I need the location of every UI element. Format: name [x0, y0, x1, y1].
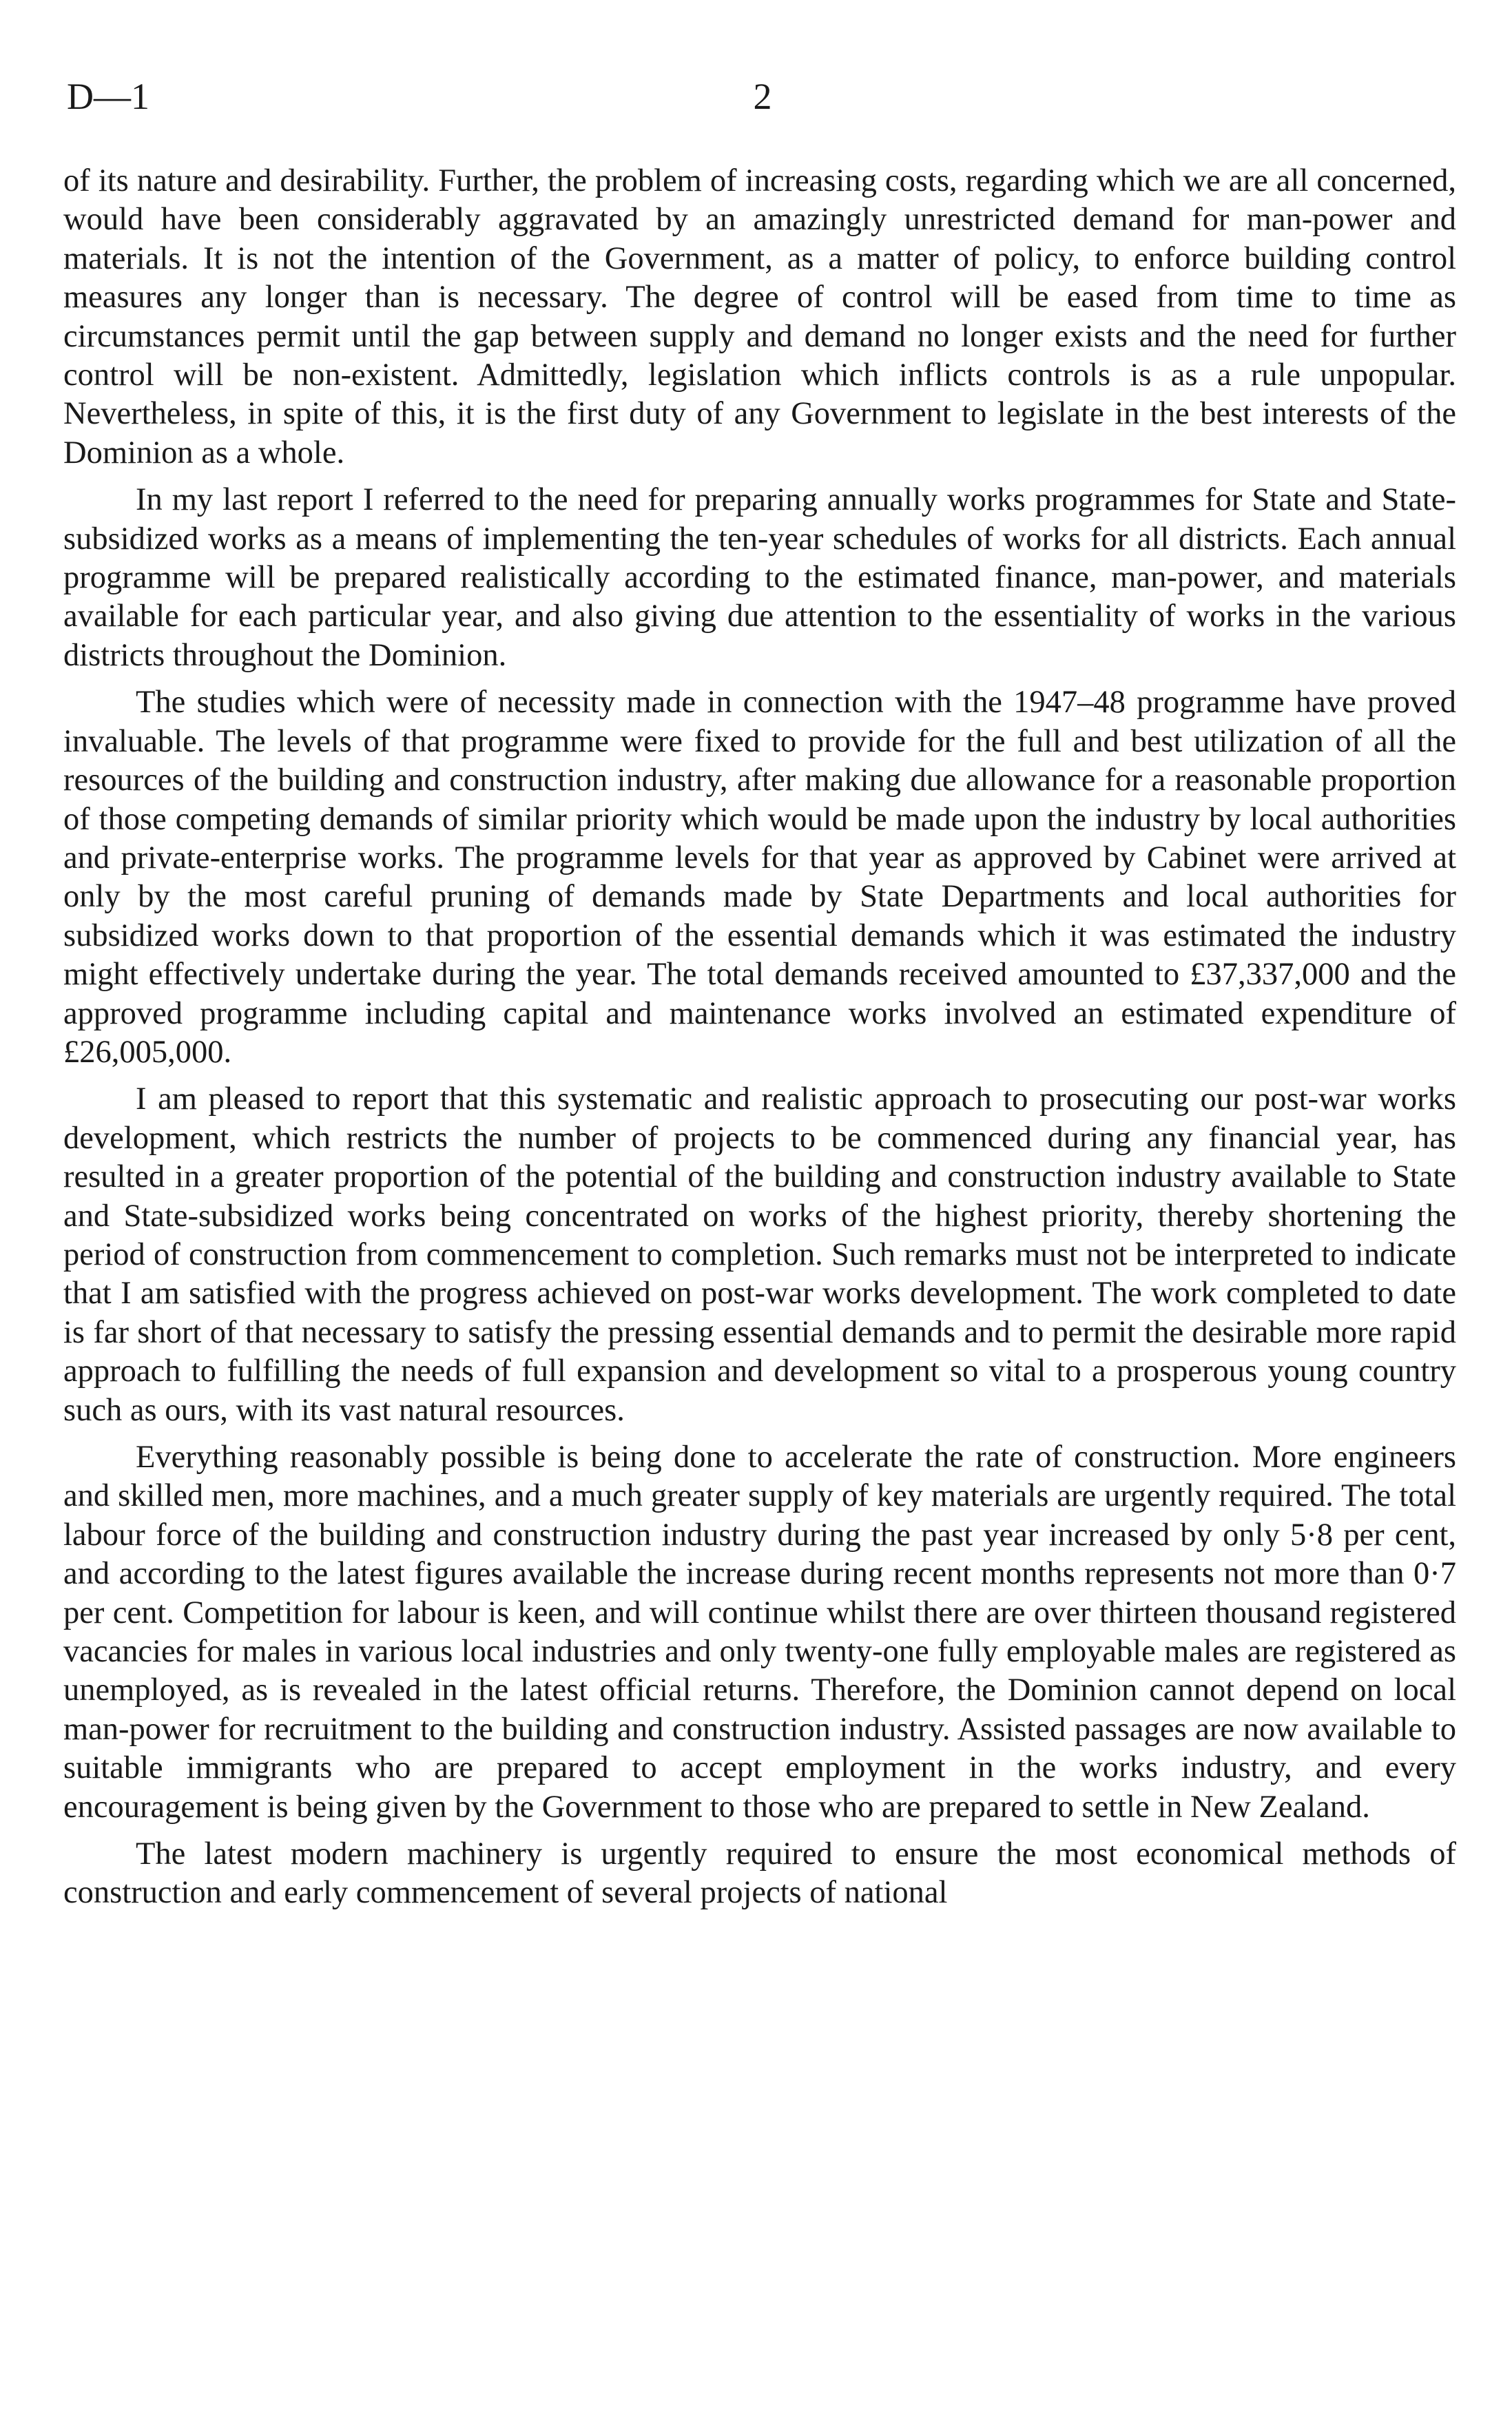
paragraph-modern-machinery: The latest modern machinery is urgently required to ensure the most economical methods of construction and early commencement of several projects of national [63, 1836, 1456, 1911]
paragraph-1947-48-programme: The studies which were of necessity made in connection with the 1947–48 programme have proved invaluable. The levels of that programme were fixed to provide for the full and best utilization of all the resources of the building and construction industry, after making due allowance for a reasonable proportion of those competing demands of similar priority which would be made upon the industry by local authorities and private-enterprise works. The programme levels for that year as approved by Cabinet were arrived at only by the most careful pruning of demands made by State Departments and local authorities for subsidized works down to that proportion of the essential demands which it was estimated the industry might effectively undertake during the year. The total demands received amounted to £37,337,000 and the approved programme including capital and maintenance works involved an estimated expenditure of £26,005,000. [63, 685, 1456, 1070]
paragraph-continuation: of its nature and desirability. Further, the problem of increasing costs, regarding which we are all concerned, would have been considerably aggravated by an amazingly unrestricted demand for man-power and materials. It is not the intention of the Government, as a matter of policy, to enforce building control measures any longer than is necessary. The degree of control will be eased from time to time as circumstances permit until the gap between supply and demand no longer exists and the need for further control will be non-existent. Admittedly, legislation which inflicts controls is as a rule unpopular. Nevertheless, in spite of this, it is the first duty of any Government to legislate in the best interests of the Dominion as a whole. [63, 163, 1456, 470]
document-reference: D—1 [67, 76, 149, 117]
paragraph-systematic-approach: I am pleased to report that this systematic and realistic approach to prosecuting our post-war works development, which restricts the number of projects to be commenced during any financial year, has resulted in a greater proportion of the potential of the building and construction industry available to State and State-subsidized works being concentrated on works of the highest priority, thereby shortening the period of construction from commencement to completion. Such remarks must not be interpreted to indicate that I am satisfied with the progress achieved on post-war works development. The work completed to date is far short of that necessary to satisfy the pressing essential demands and to permit the desirable more rapid approach to fulfilling the needs of full expansion and development so vital to a prosperous young country such as ours, with its vast natural resources. [63, 1081, 1456, 1428]
paragraph-works-programmes: In my last report I referred to the need for preparing annually works programmes for State and State-subsidized works as a means of implementing the ten-year schedules of works for all districts. Each annual programme will be prepared realistically according to the estimated finance, man-power, and materials available for each particular year, and also giving due attention to the essentiality of works in the various districts throughout the Dominion. [63, 482, 1456, 673]
body-text [63, 162, 1456, 1921]
paragraph-accelerate-construction: Everything reasonably possible is being done to accelerate the rate of construction. More engineers and skilled men, more machines, and a much greater supply of key materials are urgently required. The total labour force of the building and construction industry during the past year increased by only 5·8 per cent, and according to the latest figures available the increase during recent months represents not more than 0·7 per cent. Competition for labour is keen, and will continue whilst there are over thirteen thousand registered vacancies for males in various local industries and only twenty-one fully employable males are registered as unemployed, as is revealed in the latest official returns. Therefore, the Dominion cannot depend on local man-power for recruitment to the building and construction industry. Assisted passages are now available to suitable immigrants who are prepared to accept employment in the works industry, and every encouragement is being given by the Government to those who are prepared to settle in New Zealand. [63, 1440, 1456, 1825]
page-header [67, 69, 1458, 124]
page-number: 2 [753, 76, 772, 117]
